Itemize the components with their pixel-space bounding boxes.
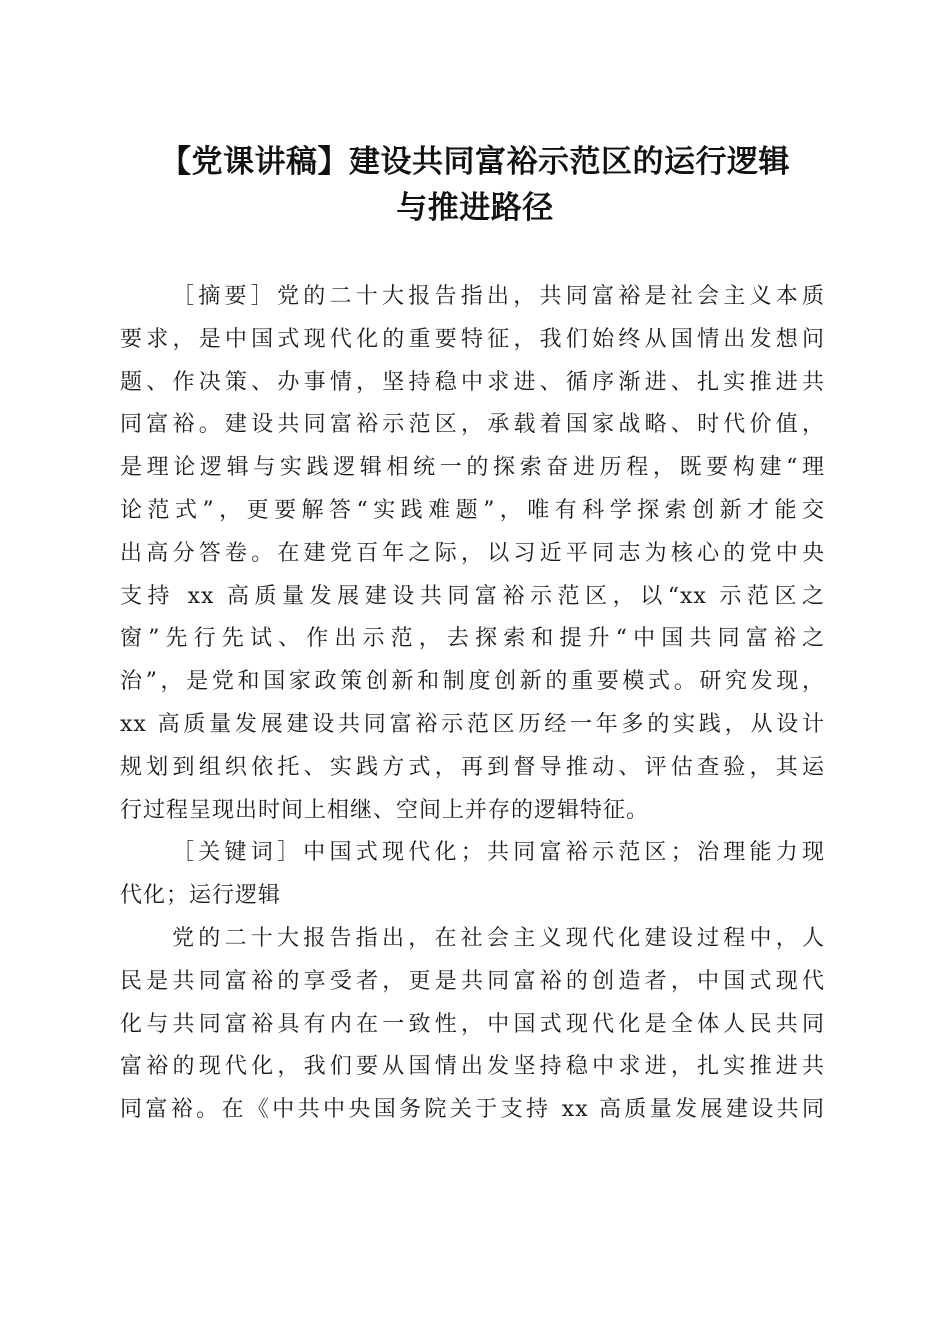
document-title	[110, 139, 840, 231]
text-line: 同富裕。建设共同富裕示范区，承载着国家战略、时代价值，	[120, 412, 825, 438]
text-line: 窗”先行先试、作出示范，去探索和提升“中国共同富裕之	[120, 626, 825, 652]
text-line: 行过程呈现出时间上相继、空间上并存的逻辑特征。	[120, 797, 650, 823]
text-line: 要求，是中国式现代化的重要特征，我们始终从国情出发想问	[120, 326, 825, 352]
abstract-paragraph	[120, 276, 825, 832]
keywords-paragraph	[120, 832, 825, 918]
text-line: 支持 xx 高质量发展建设共同富裕示范区，以“xx 示范区之	[120, 583, 825, 609]
text-line: 出高分答卷。在建党百年之际，以习近平同志为核心的党中央	[120, 540, 825, 566]
text-line: xx 高质量发展建设共同富裕示范区历经一年多的实践，从设计	[120, 711, 825, 737]
title-line-1: 【党课讲稿】建设共同富裕示范区的运行逻辑	[160, 144, 790, 180]
text-line: 化与共同富裕具有内在一致性，中国式现代化是全体人民共同	[120, 1011, 825, 1037]
text-line: 富裕的现代化，我们要从国情出发坚持稳中求进，扎实推进共	[120, 1054, 825, 1080]
text-line: 是理论逻辑与实践逻辑相统一的探索奋进历程，既要构建“理	[120, 455, 825, 481]
text-line: ［摘要］党的二十大报告指出，共同富裕是社会主义本质	[172, 284, 825, 309]
text-line: 代化；运行逻辑	[120, 883, 282, 909]
text-line: 同富裕。在《中共中央国务院关于支持 xx 高质量发展建设共同	[120, 1097, 825, 1123]
text-line: 党的二十大报告指出，在社会主义现代化建设过程中，人	[172, 925, 825, 951]
text-line: 题、作决策、办事情，坚持稳中求进、循序渐进、扎实推进共	[120, 369, 825, 395]
document-body	[120, 276, 825, 1132]
text-line: 论范式”，更要解答“实践难题”，唯有科学探索创新才能交	[120, 497, 825, 523]
text-line: 规划到组织依托、实践方式，再到督导推动、评估查验，其运	[120, 754, 825, 780]
text-line: 民是共同富裕的享受者，更是共同富裕的创造者，中国式现代	[120, 968, 825, 994]
title-line-2: 与推进路径	[396, 190, 554, 226]
text-line: 治”，是党和国家政策创新和制度创新的重要模式。研究发现，	[120, 669, 825, 695]
body-paragraph	[120, 918, 825, 1132]
text-line: ［关键词］中国式现代化；共同富裕示范区；治理能力现	[172, 840, 825, 866]
